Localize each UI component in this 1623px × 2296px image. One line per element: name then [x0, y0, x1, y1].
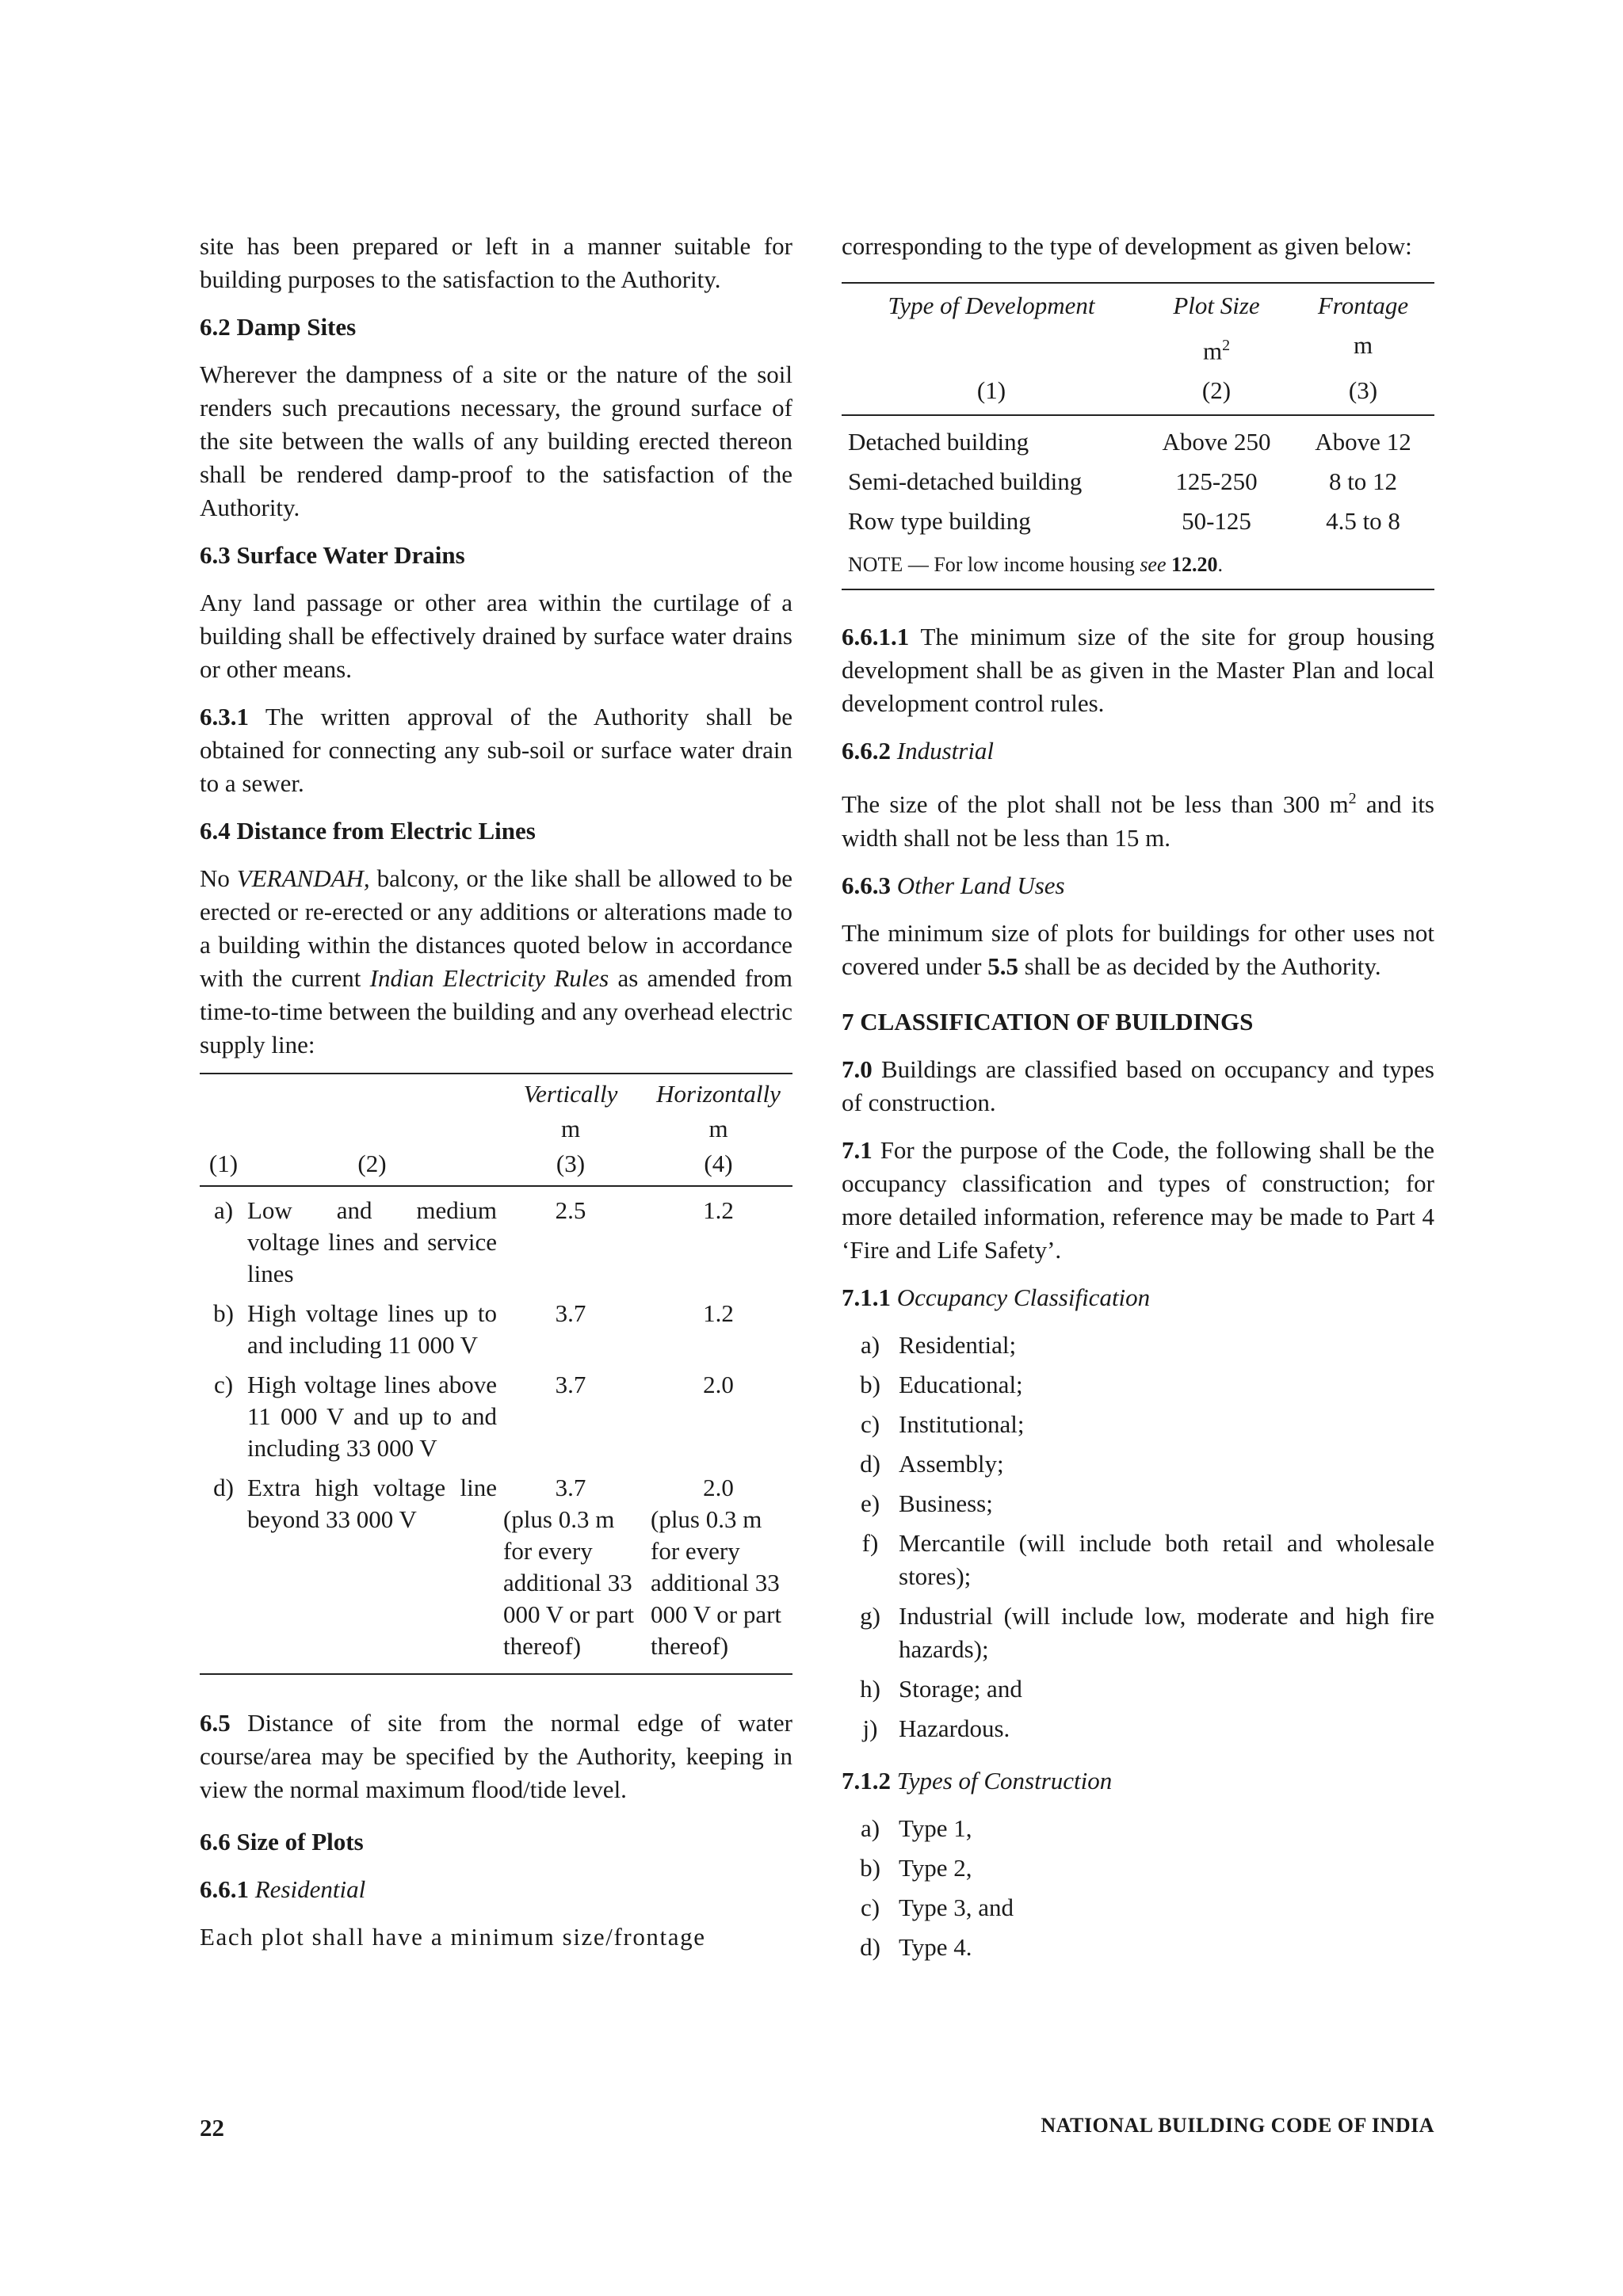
- list-item: [842, 1329, 1434, 1362]
- list-text: Type 1,: [899, 1814, 972, 1842]
- clause-text: For the purpose of the Code, the following shall be the occupancy classification and types of construction; for more detailed information, reference may be made to Part 4 ‘Fire and Life Safety’.: [842, 1135, 1434, 1264]
- unit-horizontally: m: [708, 1115, 728, 1142]
- section-7-1-1-heading: [842, 1281, 1434, 1314]
- unit-vertically: m: [560, 1115, 581, 1142]
- section-title: Distance from Electric Lines: [236, 817, 536, 845]
- table-note: [842, 541, 1434, 589]
- clause-7-0: [842, 1053, 1434, 1119]
- section-6-3-heading: [200, 539, 792, 572]
- section-title: Damp Sites: [236, 313, 357, 341]
- table-unit-row: [200, 1109, 792, 1144]
- clause-text: The written approval of the Authority shall be obtained for connecting any sub-soil or surface water drain to a sewer.: [200, 703, 792, 797]
- table-header-row: [200, 1074, 792, 1109]
- list-label: e): [860, 1489, 880, 1517]
- clause-text: Buildings are classified based on occupancy and types of construction.: [842, 1055, 1434, 1116]
- row-label: d): [213, 1474, 234, 1501]
- clause-text: The minimum size of the site for group housing development shall be as given in the Master Plan and local development control rules.: [842, 623, 1434, 718]
- list-text: Type 3, and: [899, 1893, 1014, 1921]
- clause-text: Distance of site from the normal edge of water course/area may be specified by the Authority, keeping in view the normal maximum flood/tide level.: [200, 1709, 792, 1803]
- clause-number: 7.1: [842, 1135, 873, 1164]
- column-number: (4): [644, 1144, 792, 1186]
- table-row: [842, 415, 1434, 462]
- section-title: Other Land Uses: [896, 871, 1065, 899]
- list-text: Type 4.: [899, 1932, 972, 1961]
- text-run: balcony, or the like shall be allowed to be erected or re-erected or any additions or alterations made to a building within the distances quoted below in accordance with the current: [200, 864, 792, 992]
- clause-6-5: [200, 1707, 792, 1806]
- list-text: Hazardous.: [899, 1714, 1010, 1742]
- section-title: Surface Water Drains: [236, 541, 465, 569]
- page-footer: [200, 2114, 1434, 2145]
- row-vertical-value: 3.7: [555, 1474, 586, 1501]
- list-label: c): [860, 1409, 880, 1438]
- table-row: [200, 1464, 792, 1662]
- electric-lines-paragraph: [200, 862, 792, 1062]
- unit-plot-size: [1141, 323, 1292, 368]
- row-size: 125-250: [1175, 467, 1258, 496]
- row-type: Detached building: [848, 428, 1029, 456]
- note-see: see: [1140, 553, 1167, 577]
- table-row: [200, 1290, 792, 1361]
- list-label: j): [862, 1714, 878, 1742]
- other-land-uses-paragraph: [842, 917, 1434, 983]
- section-title: Types of Construction: [896, 1766, 1113, 1794]
- row-description: Low and medium voltage lines and service lines: [247, 1196, 497, 1287]
- table-row: [200, 1361, 792, 1464]
- row-vertical-value: 3.7: [555, 1371, 586, 1398]
- column-number: (2): [247, 1144, 497, 1186]
- note-text: NOTE — For low income housing: [848, 553, 1135, 577]
- text-run: shall be as decided by the Authority.: [1024, 952, 1381, 980]
- text-run: The minimum size of plots for buildings for other uses not covered under: [842, 918, 1434, 980]
- residential-paragraph: Each plot shall have a minimum size/frontage: [200, 1923, 706, 1951]
- section-6-6-heading: 6.6 Size of Plots: [200, 1828, 364, 1855]
- section-title: Residential: [254, 1875, 366, 1903]
- list-item: [842, 1931, 1434, 1964]
- list-text: Industrial (will include low, moderate and high fire hazards);: [899, 1601, 1434, 1663]
- table-header-row: [842, 283, 1434, 323]
- row-vertical-cell: [497, 1464, 644, 1662]
- header-frontage: Frontage: [1317, 292, 1409, 319]
- intro-paragraph: site has been prepared or left in a manner suitable for building purposes to the satisfaction to the Authority.: [200, 232, 792, 293]
- clause-7-1: [842, 1134, 1434, 1267]
- list-item: [842, 1368, 1434, 1402]
- text-run: as amended from time-to-time between the building and any overhead electric supply line:: [200, 964, 793, 1058]
- clause-number: 6.3.1: [200, 703, 249, 730]
- section-6-2-heading: [200, 311, 792, 344]
- row-horizontal-cell: [644, 1464, 792, 1662]
- italic-reference: Indian Electricity Rules: [369, 964, 609, 992]
- document-title: NATIONAL BUILDING CODE OF INDIA: [1041, 2114, 1434, 2137]
- damp-sites-paragraph: Wherever the dampness of a site or the nature of the soil renders such precautions necessary, the ground surface of the site between the walls of any building erected thereon shall be rendered damp-proof to the satisfaction of the Authority.: [200, 360, 792, 521]
- superscript: 2: [1348, 790, 1357, 808]
- row-type: Semi-detached building: [848, 467, 1083, 496]
- row-vertical-note: (plus 0.3 m for every additional 33 000 V or part thereof): [503, 1505, 635, 1660]
- page-number: 22: [200, 2114, 224, 2142]
- list-item: [842, 1600, 1434, 1666]
- section-6-6-1-heading: [200, 1873, 792, 1906]
- list-label: a): [860, 1814, 880, 1842]
- text-run: No: [200, 864, 230, 892]
- column-number: (2): [1141, 368, 1292, 415]
- list-text: Residential;: [899, 1330, 1017, 1359]
- list-text: Type 2,: [899, 1853, 972, 1882]
- column-number-row: [842, 368, 1434, 415]
- list-label: c): [860, 1893, 880, 1921]
- unit-text: m: [1202, 337, 1223, 365]
- list-text: Mercantile (will include both retail and wholesale stores);: [899, 1528, 1434, 1590]
- clause-number: 7.0: [842, 1055, 873, 1083]
- occupancy-list: [842, 1329, 1434, 1745]
- list-label: b): [860, 1853, 880, 1882]
- row-size: Above 250: [1162, 428, 1271, 456]
- header-vertically: Vertically: [523, 1080, 618, 1108]
- clause-6-6-1-1: [842, 620, 1434, 720]
- continuation-paragraph: corresponding to the type of development as given below:: [842, 232, 1412, 260]
- list-label: a): [860, 1330, 880, 1359]
- row-size: 50-125: [1182, 507, 1251, 536]
- section-number: 6.2: [200, 313, 231, 341]
- header-plot-size: Plot Size: [1173, 292, 1260, 319]
- row-label: b): [213, 1299, 234, 1327]
- list-label: h): [860, 1674, 880, 1703]
- list-text: Storage; and: [899, 1674, 1022, 1703]
- header-horizontally: Horizontally: [656, 1080, 781, 1108]
- list-item: [842, 1672, 1434, 1706]
- list-item: [842, 1487, 1434, 1520]
- row-description: High voltage lines above 11 000 V and up to and including 33 000 V: [247, 1371, 497, 1462]
- list-label: b): [860, 1370, 880, 1398]
- header-type: Type of Development: [888, 292, 1095, 319]
- table-row: [842, 502, 1434, 541]
- section-number: 6.6.3: [842, 871, 891, 899]
- left-column: [200, 230, 792, 1954]
- column-number: (1): [842, 368, 1141, 415]
- table-unit-row: [842, 323, 1434, 368]
- list-item: [842, 1812, 1434, 1845]
- unit-frontage: m: [1353, 331, 1373, 359]
- section-number: 6.3: [200, 541, 231, 569]
- section-6-4-heading: [200, 814, 792, 848]
- list-item: [842, 1712, 1434, 1745]
- bold-reference: 5.5: [987, 952, 1018, 980]
- row-frontage: 4.5 to 8: [1326, 507, 1400, 536]
- surface-drains-paragraph: Any land passage or other area within the curtilage of a building shall be effectively drained by surface water drains or other means.: [200, 589, 792, 683]
- column-number: (1): [200, 1144, 247, 1186]
- list-text: Business;: [899, 1489, 993, 1517]
- industrial-paragraph: [842, 782, 1434, 854]
- text-run: The size of the plot shall not be less than 300 m: [842, 790, 1349, 818]
- list-text: Assembly;: [899, 1449, 1004, 1478]
- list-label: d): [860, 1449, 880, 1478]
- list-text: Institutional;: [899, 1409, 1025, 1438]
- table-note-row: [842, 541, 1434, 589]
- column-number: (3): [1292, 368, 1434, 415]
- column-number: (3): [497, 1144, 644, 1186]
- right-column: [842, 230, 1434, 1983]
- row-description: Extra high voltage line beyond 33 000 V: [247, 1474, 497, 1533]
- row-horizontal-value: 1.2: [703, 1196, 734, 1224]
- row-horizontal-note: (plus 0.3 m for every additional 33 000 V or part thereof): [651, 1505, 782, 1660]
- table-row: [200, 1186, 792, 1290]
- list-label: d): [860, 1932, 880, 1961]
- row-description: High voltage lines up to and including 11 000 V: [247, 1299, 497, 1359]
- electric-distance-table: [200, 1073, 792, 1675]
- clause-6-3-1: [200, 700, 792, 800]
- unit-superscript: 2: [1222, 337, 1231, 354]
- section-number: 7.1.2: [842, 1766, 891, 1794]
- italic-term: VERANDAH,: [236, 864, 370, 892]
- plot-size-table: [842, 282, 1434, 590]
- section-6-6-2-heading: [842, 734, 1434, 768]
- section-title: Occupancy Classification: [896, 1283, 1151, 1311]
- clause-number: 6.5: [200, 1709, 231, 1737]
- section-7-heading: 7 CLASSIFICATION OF BUILDINGS: [842, 1007, 1254, 1035]
- list-label: f): [861, 1528, 879, 1557]
- list-text: Educational;: [899, 1370, 1023, 1398]
- note-period: .: [1217, 553, 1224, 577]
- section-number: 7.1.1: [842, 1283, 891, 1311]
- construction-list: [842, 1812, 1434, 1964]
- list-item: [842, 1527, 1434, 1593]
- row-frontage: 8 to 12: [1328, 467, 1398, 496]
- row-type: Row type building: [848, 507, 1031, 536]
- list-item: [842, 1447, 1434, 1481]
- section-number: 6.6.2: [842, 737, 891, 765]
- row-frontage: Above 12: [1315, 428, 1411, 456]
- list-label: g): [860, 1601, 880, 1630]
- table-row: [842, 462, 1434, 502]
- section-number: 6.4: [200, 817, 231, 845]
- section-title: Industrial: [896, 737, 995, 765]
- row-horizontal-value: 2.0: [703, 1474, 734, 1501]
- row-label: a): [213, 1196, 234, 1224]
- row-vertical-value: 3.7: [555, 1299, 586, 1327]
- list-item: [842, 1408, 1434, 1441]
- text-run: and its width shall not be less than 15 m.: [842, 790, 1434, 852]
- column-number-row: [200, 1144, 792, 1186]
- row-horizontal-value: 2.0: [703, 1371, 734, 1398]
- section-6-6-3-heading: [842, 869, 1434, 902]
- row-label: c): [213, 1371, 234, 1398]
- note-reference: 12.20: [1171, 553, 1218, 577]
- section-7-1-2-heading: [842, 1764, 1434, 1798]
- section-number: 6.6.1: [200, 1875, 249, 1903]
- row-horizontal-value: 1.2: [703, 1299, 734, 1327]
- clause-number: 6.6.1.1: [842, 623, 910, 651]
- list-item: [842, 1891, 1434, 1924]
- row-vertical-value: 2.5: [555, 1196, 586, 1224]
- list-item: [842, 1852, 1434, 1885]
